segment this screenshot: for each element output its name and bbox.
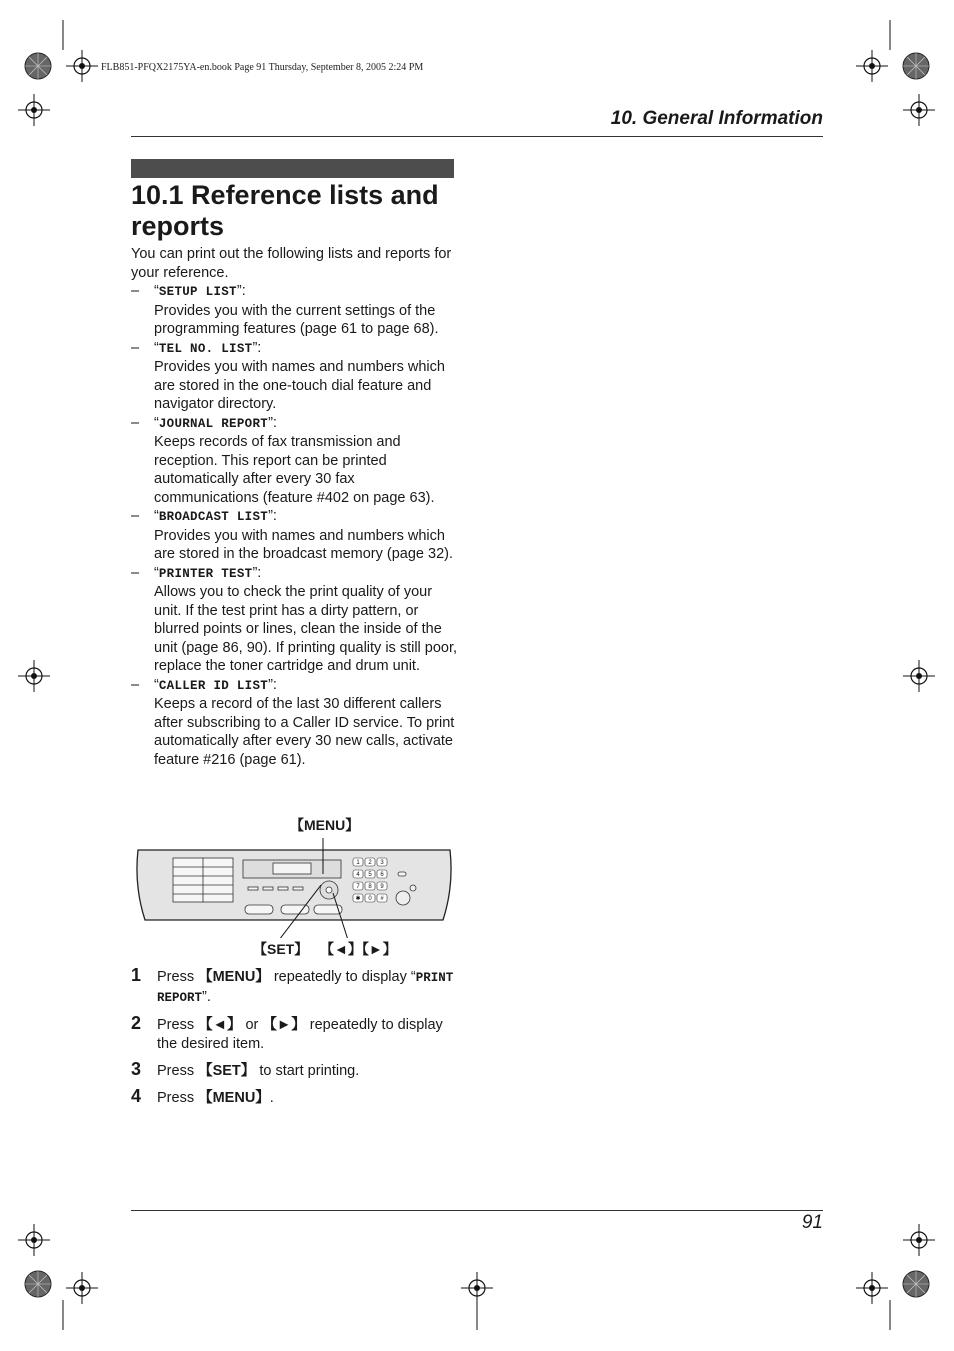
item-desc: Allows you to check the print quality of your unit. If the test print has a dirty pattern, or blurred points or lines, clean the inside of the unit (page 86, 90). If printing quality is still poor, replace the toner cartridge and drum unit. — [154, 584, 458, 674]
step-2 — [131, 1013, 461, 1054]
keypad-key: 2 — [368, 860, 372, 866]
intro-text: You can print out the following lists and reports for your reference. — [131, 246, 452, 281]
left-key: 【◄】 — [198, 1017, 242, 1033]
item-desc: Provides you with names and numbers which are stored in the one-touch dial feature and navigator directory. — [154, 359, 445, 412]
arrows-callout-label: 【◄】【►】 — [320, 941, 397, 957]
item-code: SETUP LIST — [158, 285, 237, 299]
step-text: to start printing. — [255, 1063, 360, 1079]
list-item: – “BROADCAST LIST”: Provides you with names and numbers which are stored in the broadcast memory (page 32). — [131, 508, 454, 562]
item-code: CALLER ID LIST — [158, 678, 269, 693]
keypad-key: 7 — [356, 884, 360, 890]
section-header: 10. General Information — [610, 108, 823, 129]
item-desc: Provides you with the current settings of the programming features (page 61 to page 68). — [154, 302, 439, 337]
keypad-key: 1 — [356, 860, 360, 866]
step-code: PRINT REPORT — [157, 971, 454, 1005]
step-text: Press — [157, 1063, 199, 1079]
keypad-key: ✱ — [355, 896, 361, 902]
step-3 — [131, 1059, 461, 1081]
step-text: repeatedly to display the desired item. — [157, 1017, 443, 1052]
item-code: BROADCAST LIST — [158, 510, 269, 524]
item-desc: Keeps records of fax transmission and reception. This report can be printed automatically after every 30 fax communications (feature #402 on page 63). — [154, 434, 435, 506]
step-text: . — [269, 1090, 274, 1106]
step-text: Press — [157, 1090, 199, 1106]
list-item: – “CALLER ID LIST”: Keeps a record of the last 30 different callers after subscribing to a Caller ID service. To print automatically after every 30 new calls, activate feature #216 (page 61). — [131, 676, 455, 768]
menu-key: 【MENU】 — [198, 1090, 270, 1106]
menu-callout-label: 【MENU】 — [290, 817, 360, 833]
footer-rule — [131, 1210, 823, 1211]
step-text: ”. — [202, 989, 211, 1005]
page-title: 10.1 Reference lists and reports — [131, 180, 439, 241]
keypad-key: 5 — [368, 872, 372, 878]
keypad-key: 8 — [368, 884, 372, 890]
control-panel-diagram — [133, 838, 455, 938]
keypad-key: # — [380, 896, 384, 902]
step-text: repeatedly to display “ — [269, 969, 416, 985]
item-code: PRINTER TEST — [158, 566, 253, 581]
step-number: 4 — [131, 1086, 142, 1106]
keypad-key: 4 — [356, 872, 360, 878]
step-text: or — [241, 1017, 263, 1033]
item-desc: Keeps a record of the last 30 different callers after subscribing to a Caller ID service. To print automatically after every 30 new calls, activate feature #216 (page 61). — [154, 696, 455, 768]
step-number: 2 — [131, 1013, 142, 1033]
set-callout-label: 【SET】 — [253, 941, 309, 957]
right-key: 【►】 — [262, 1017, 306, 1033]
step-text: Press — [157, 969, 199, 985]
keypad-key: 0 — [368, 896, 372, 902]
list-item: – “TEL NO. LIST”: Provides you with names and numbers which are stored in the one-touch dial feature and navigator directory. — [131, 339, 445, 412]
header-rule — [131, 136, 823, 137]
list-item: – “PRINTER TEST”: Allows you to check the print quality of your unit. If the test print has a dirty pattern, or blurred points or lines, clean the inside of the unit (page 86, 90). If printing quality is still poor, replace the toner cartridge and drum unit. — [131, 564, 458, 674]
steps — [131, 965, 461, 1116]
step-number: 1 — [131, 965, 142, 985]
item-desc: Provides you with names and numbers which are stored in the broadcast memory (page 32). — [154, 527, 454, 562]
step-4 — [131, 1086, 461, 1108]
item-code: TEL NO. LIST — [158, 341, 253, 356]
list-item: – “SETUP LIST”: Provides you with the current settings of the programming features (page 61 to page 68). — [131, 283, 439, 337]
set-key: 【SET】 — [198, 1063, 256, 1079]
keypad-key: 3 — [380, 860, 384, 866]
step-number: 3 — [131, 1059, 142, 1079]
report-list — [131, 282, 461, 769]
menu-key: 【MENU】 — [198, 969, 270, 985]
keypad-key: 9 — [380, 884, 384, 890]
step-text: Press — [157, 1017, 199, 1033]
list-item: – “JOURNAL REPORT”: Keeps records of fax transmission and reception. This report can be printed automatically after every 30 fax communications (feature #402 on page 63). — [131, 414, 435, 506]
title-bar — [131, 159, 454, 178]
keypad-key: 6 — [380, 872, 384, 878]
print-header: FLB851-PFQX2175YA-en.book Page 91 Thursday, September 8, 2005 2:24 PM — [101, 62, 424, 73]
item-code: JOURNAL REPORT — [158, 416, 269, 431]
page-number: 91 — [801, 1212, 823, 1233]
step-1 — [131, 965, 461, 1008]
